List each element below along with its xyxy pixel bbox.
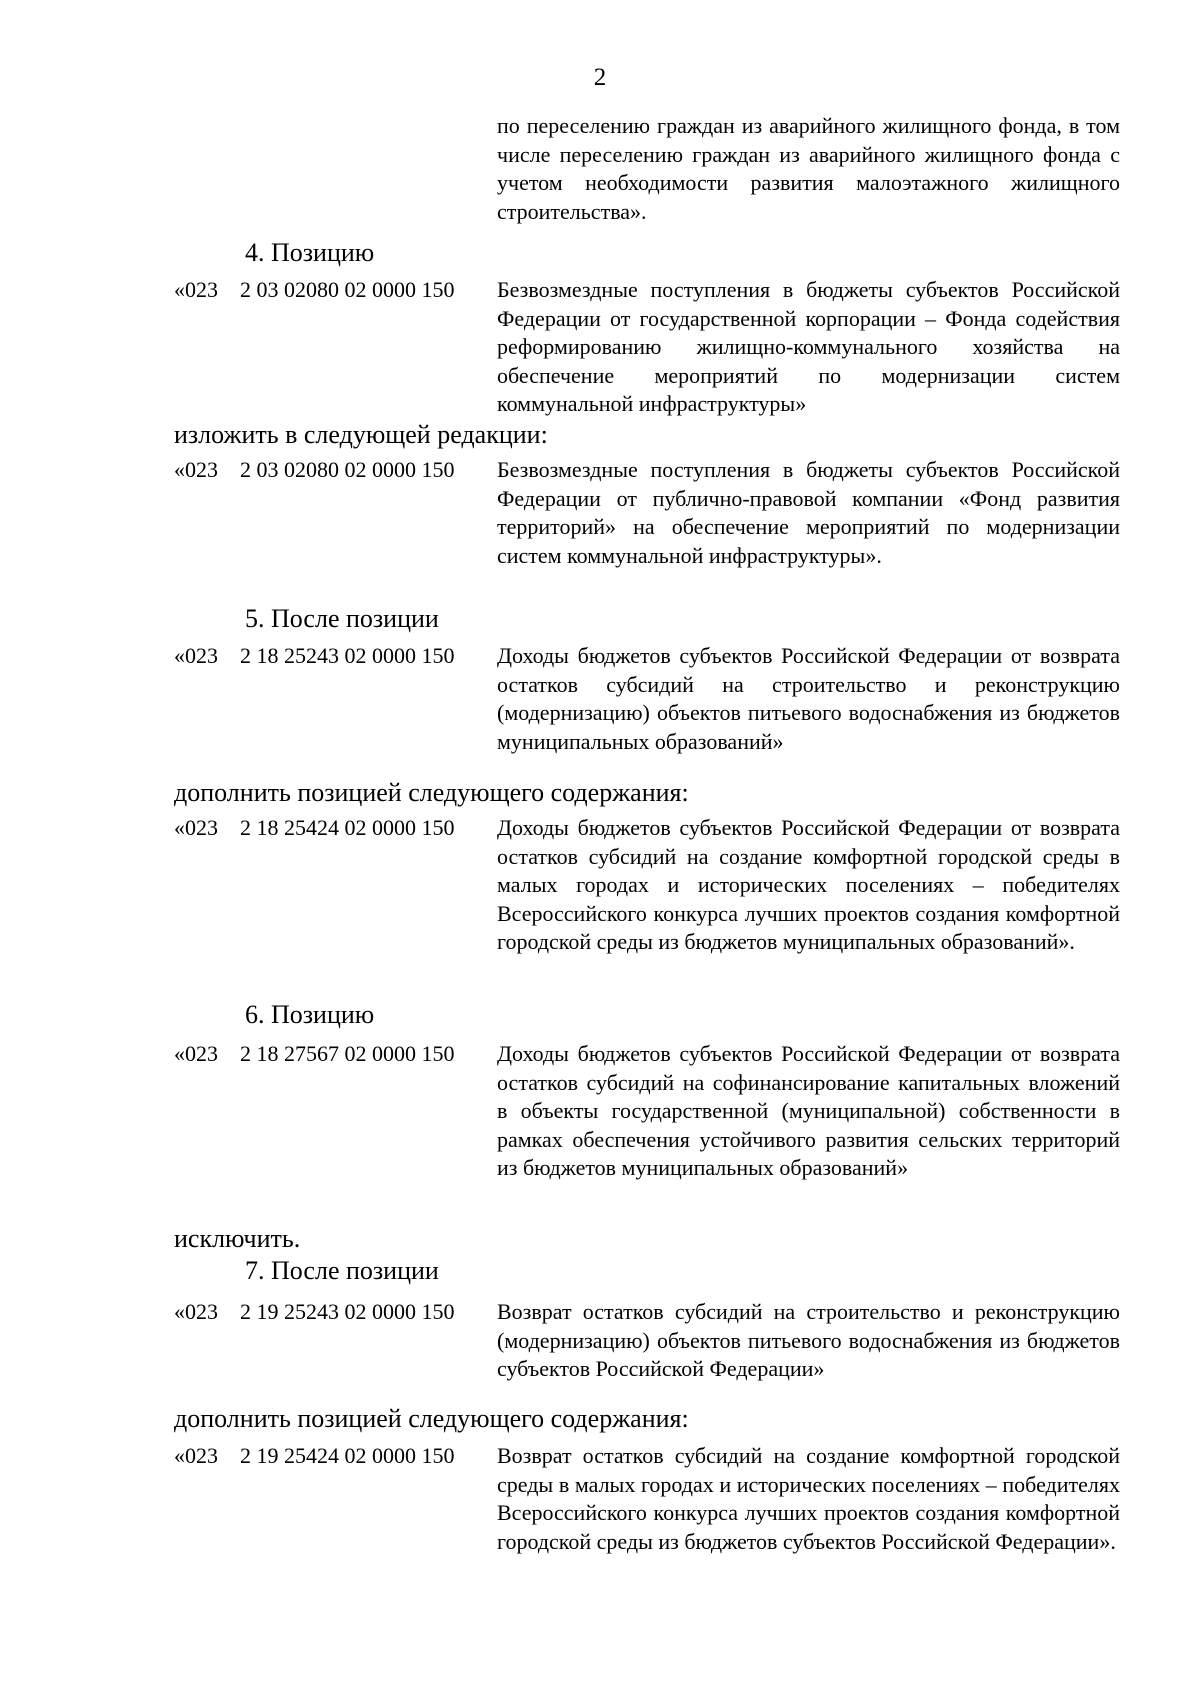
quote-code: «023: [174, 277, 218, 302]
quote-code: «023: [174, 815, 218, 840]
kbk-code: 2 18 25243 02 0000 150: [240, 643, 455, 668]
kbk-code: 2 03 02080 02 0000 150: [240, 457, 455, 482]
item-7-instruction: дополнить позицией следующего содержания:: [174, 1404, 689, 1433]
quote-code: «023: [174, 643, 218, 668]
item-7-heading: 7. После позиции: [245, 1256, 439, 1285]
position-description: Возврат остатков субсидий на создание комфортной городской среды в малых городах и исторических поселениях – победителях Всероссийского конкурса лучших проектов создания комфортной городской среды из бюджетов субъектов Российской Федерации».: [497, 1443, 1120, 1554]
item-6-instruction: исключить.: [174, 1224, 301, 1253]
quote-code: «023: [174, 1041, 218, 1066]
position-description: Возврат остатков субсидий на строительство и реконструкцию (модернизацию) объектов питьевого водоснабжения из бюджетов субъектов Российской Федерации»: [497, 1299, 1120, 1381]
item-5-heading: 5. После позиции: [245, 604, 439, 633]
kbk-code: 2 18 27567 02 0000 150: [240, 1041, 455, 1066]
quote-code: «023: [174, 457, 218, 482]
item-4-instruction: изложить в следующей редакции:: [174, 420, 548, 449]
kbk-code: 2 19 25243 02 0000 150: [240, 1299, 455, 1324]
position-description: Безвозмездные поступления в бюджеты субъектов Российской Федерации от государственной корпорации – Фонда содействия реформированию жилищно-коммунального хозяйства на обеспечение мероприятий по модернизации систем коммунальной инфраструктуры»: [497, 277, 1120, 416]
quote-code: «023: [174, 1443, 218, 1468]
kbk-code: 2 18 25424 02 0000 150: [240, 815, 455, 840]
kbk-code: 2 03 02080 02 0000 150: [240, 277, 455, 302]
page-number: 2: [593, 64, 607, 91]
item-5-instruction: дополнить позицией следующего содержания:: [174, 778, 689, 807]
position-description: Доходы бюджетов субъектов Российской Федерации от возврата остатков субсидий на строительство и реконструкцию (модернизацию) объектов питьевого водоснабжения из бюджетов муниципальных образований»: [497, 643, 1120, 754]
item-4-heading: 4. Позицию: [245, 238, 375, 267]
quote-code: «023: [174, 1299, 218, 1324]
position-description: Доходы бюджетов субъектов Российской Федерации от возврата остатков субсидий на создание комфортной городской среды в малых городах и исторических поселениях – победителях Всероссийского конкурса лучших проектов создания комфортной городской среды из бюджетов муниципальных образований».: [497, 815, 1120, 954]
item-6-heading: 6. Позицию: [245, 1000, 375, 1029]
position-description: Доходы бюджетов субъектов Российской Федерации от возврата остатков субсидий на софинансирование капитальных вложений в объекты государственной (муниципальной) собственности в рамках обеспечения устойчивого развития сельских территорий из бюджетов муниципальных образований»: [497, 1041, 1120, 1180]
continuation-text: по переселению граждан из аварийного жилищного фонда, в том числе переселению граждан из аварийного жилищного фонда с учетом необходимости развития малоэтажного жилищного строительства».: [497, 113, 1120, 224]
position-description: Безвозмездные поступления в бюджеты субъектов Российской Федерации от публично-правовой компании «Фонд развития территорий» на обеспечение мероприятий по модернизации систем коммунальной инфраструктуры».: [497, 457, 1120, 568]
kbk-code: 2 19 25424 02 0000 150: [240, 1443, 455, 1468]
